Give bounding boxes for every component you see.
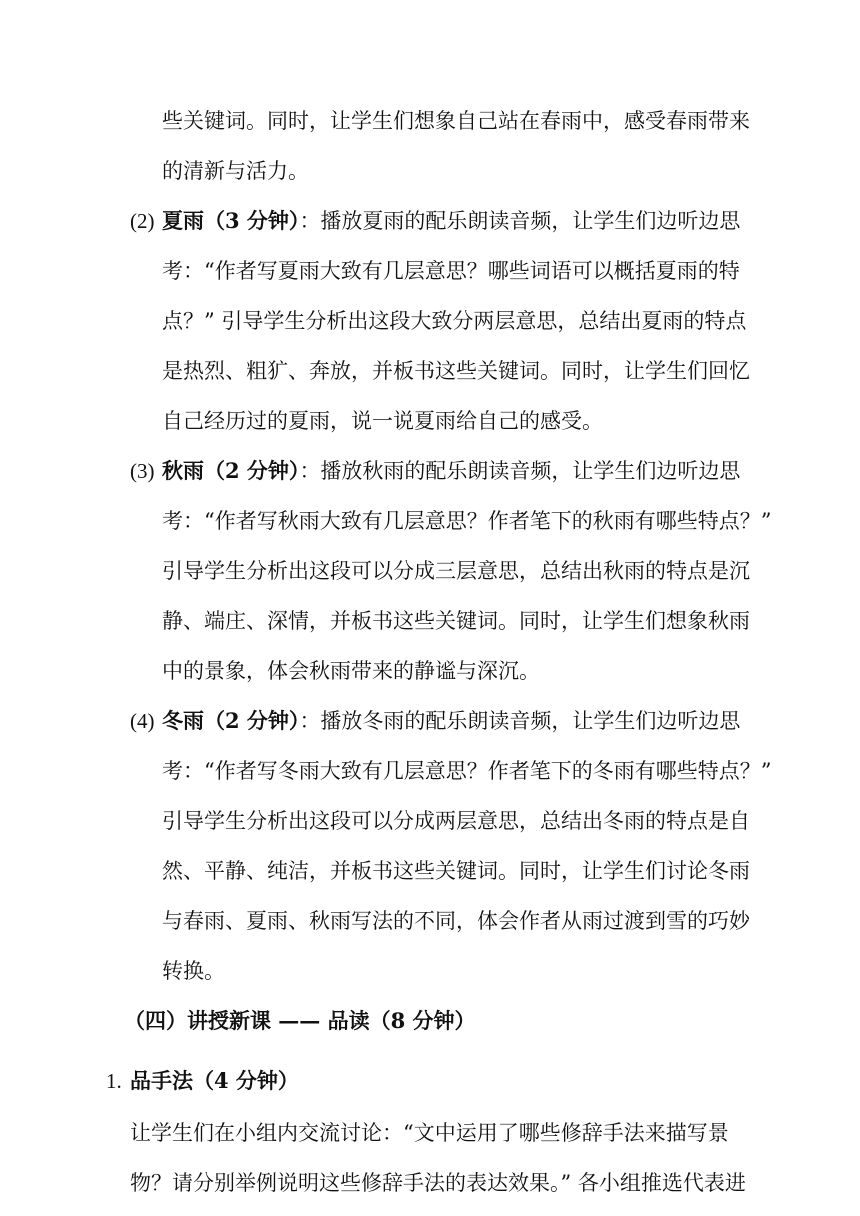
list-item-title: 冬雨（2 分钟） — [162, 708, 300, 733]
paragraph-line: 自己经历过的夏雨，说一说夏雨给自己的感受。 — [162, 409, 603, 433]
paragraph-line: 点？” 引导学生分析出这段大致分两层意思，总结出夏雨的特点 — [162, 309, 747, 333]
paragraph-line: 然、平静、纯洁，并板书这些关键词。同时，让学生们讨论冬雨 — [162, 859, 750, 883]
paragraph-line: 引导学生分析出这段可以分成两层意思，总结出冬雨的特点是自 — [162, 809, 750, 833]
subsection-marker: 1. — [106, 1069, 122, 1093]
list-item-text: ：播放冬雨的配乐朗读音频，让学生们边听边思 — [299, 709, 741, 733]
list-marker: (4) — [130, 709, 155, 733]
paragraph-line: 考：“作者写秋雨大致有几层意思？作者笔下的秋雨有哪些特点？” — [162, 509, 772, 533]
section-heading: （四）讲授新课 —— 品读（8 分钟） — [124, 1008, 476, 1033]
list-item-first-line — [162, 708, 740, 734]
list-marker: (2) — [130, 209, 155, 233]
list-marker: (3) — [130, 459, 155, 483]
list-item-text: ：播放夏雨的配乐朗读音频，让学生们边听边思 — [299, 209, 741, 233]
list-item-title: 夏雨（3 分钟） — [162, 208, 300, 233]
paragraph-line: 让学生们在小组内交流讨论：“文中运用了哪些修辞手法来描写景 — [130, 1121, 729, 1145]
paragraph-line: 静、端庄、深情，并板书这些关键词。同时，让学生们想象秋雨 — [162, 609, 750, 633]
paragraph-line: 是热烈、粗犷、奔放，并板书这些关键词。同时，让学生们回忆 — [162, 359, 750, 383]
subsection-title: 品手法（4 分钟） — [130, 1068, 299, 1093]
list-item-title: 秋雨（2 分钟） — [162, 458, 300, 483]
paragraph-line: 物？请分别举例说明这些修辞手法的表达效果。” 各小组推选代表进 — [130, 1171, 746, 1195]
paragraph-line: 转换。 — [162, 959, 225, 983]
paragraph-line: 的清新与活力。 — [162, 159, 309, 183]
paragraph-line: 些关键词。同时，让学生们想象自己站在春雨中，感受春雨带来 — [162, 109, 750, 133]
paragraph-line: 考：“作者写夏雨大致有几层意思？哪些词语可以概括夏雨的特 — [162, 259, 740, 283]
list-item-first-line — [162, 208, 740, 234]
paragraph-line: 与春雨、夏雨、秋雨写法的不同，体会作者从雨过渡到雪的巧妙 — [162, 909, 750, 933]
paragraph-line: 考：“作者写冬雨大致有几层意思？作者笔下的冬雨有哪些特点？” — [162, 759, 772, 783]
list-item-text: ：播放秋雨的配乐朗读音频，让学生们边听边思 — [299, 459, 741, 483]
paragraph-line: 中的景象，体会秋雨带来的静谧与深沉。 — [162, 659, 540, 683]
paragraph-line: 引导学生分析出这段可以分成三层意思，总结出秋雨的特点是沉 — [162, 559, 750, 583]
list-item-first-line — [162, 458, 740, 484]
